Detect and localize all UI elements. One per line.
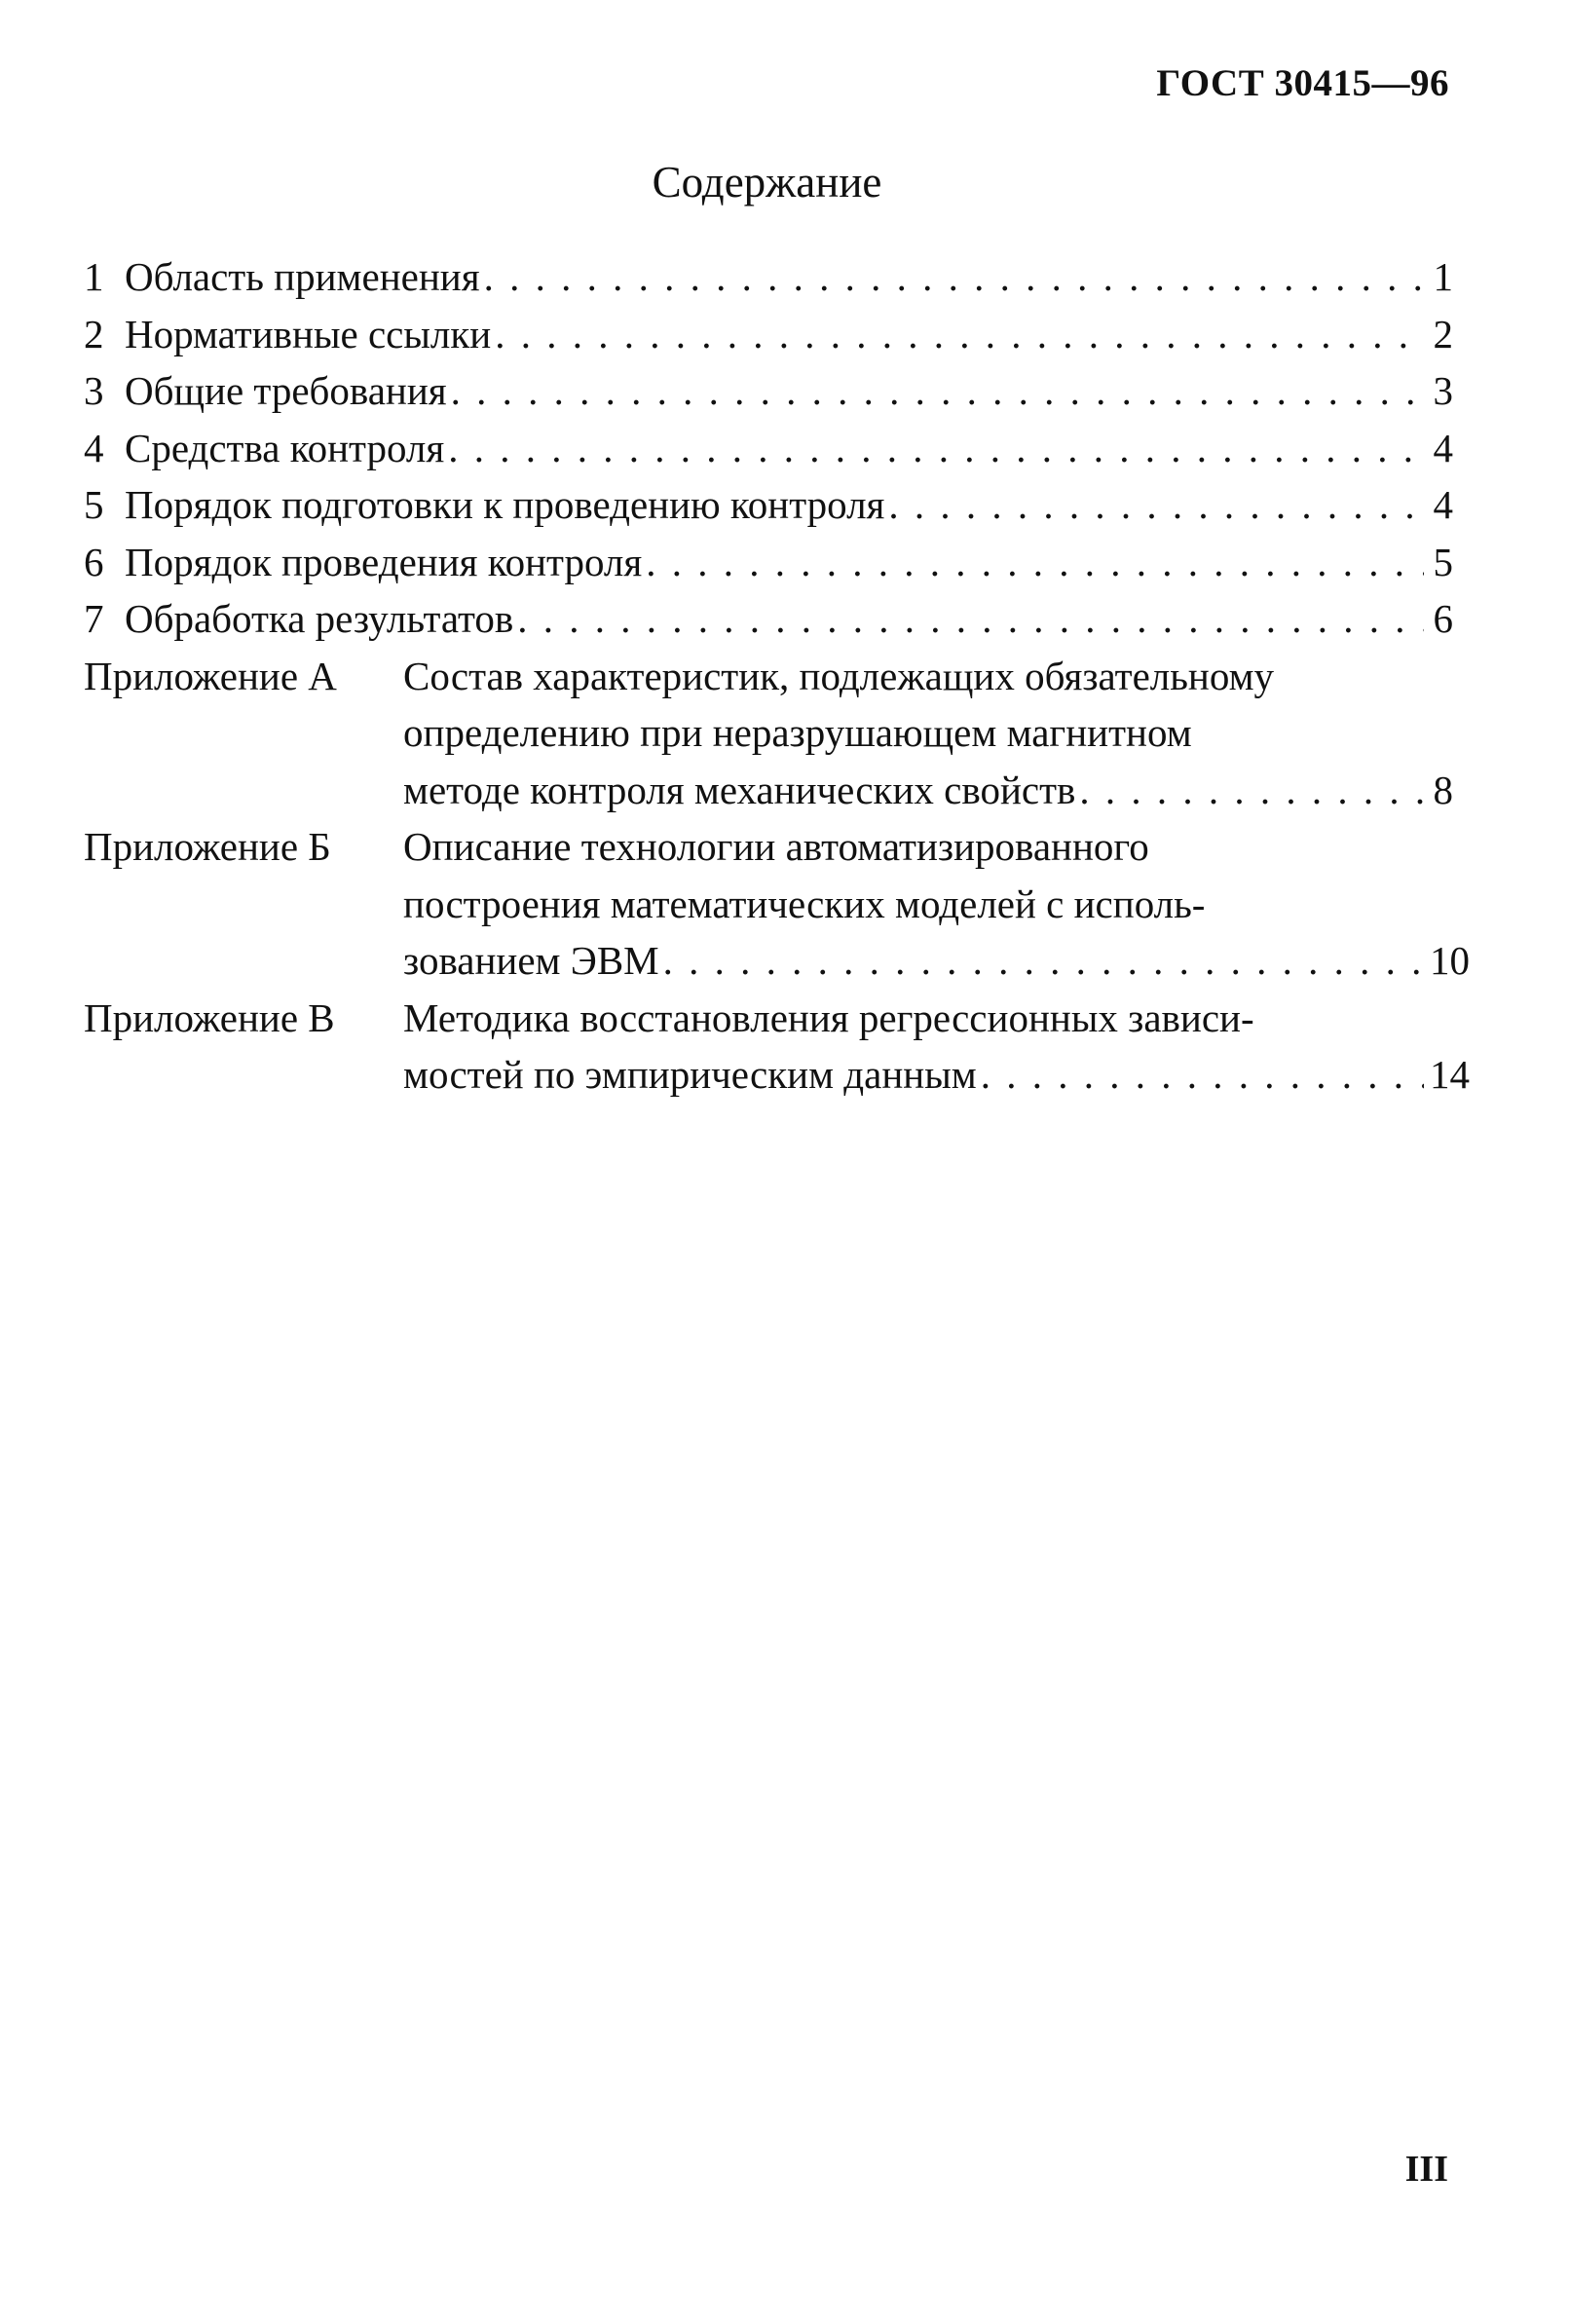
appendix-title-line: Описание технологии автоматизированного — [403, 824, 1149, 869]
leader-dots — [517, 590, 1424, 648]
toc-entry-page: 8 — [1433, 767, 1453, 812]
toc-entry-number: 3 — [84, 368, 104, 413]
toc-entry-4[interactable] — [84, 420, 1453, 477]
toc-entry-title: Область применения — [125, 254, 480, 299]
leader-dots — [451, 362, 1424, 420]
appendix-title-line: мостей по эмпирическим данным — [403, 1052, 977, 1097]
appendix-title-line: Методика восстановления регрессионных зависи- — [403, 994, 1254, 1040]
toc-appendix-a[interactable] — [84, 648, 1453, 819]
toc-appendix-v[interactable] — [84, 990, 1470, 1104]
toc-entry-page: 1 — [1433, 254, 1453, 299]
toc-entry-page: 14 — [1430, 1052, 1470, 1097]
appendix-title-line: определению при неразрушающем магнитном — [403, 710, 1192, 755]
toc-entry-number: 6 — [84, 539, 104, 584]
leader-dots — [663, 932, 1424, 990]
toc-entry-page: 4 — [1433, 425, 1453, 470]
toc-entry-number: 2 — [84, 311, 104, 356]
appendix-label: Приложение Б — [84, 824, 331, 869]
appendix-title-line: зованием ЭВМ — [403, 938, 659, 983]
toc-entry-number: 4 — [84, 425, 104, 470]
toc-entry-1[interactable] — [84, 248, 1453, 306]
appendix-label: Приложение А — [84, 653, 337, 698]
toc-entry-title: Средства контроля — [125, 425, 445, 470]
toc-entry-5[interactable] — [84, 476, 1453, 534]
leader-dots — [981, 1046, 1424, 1104]
leader-dots — [888, 476, 1424, 534]
leader-dots — [1079, 762, 1424, 819]
toc-entry-6[interactable] — [84, 534, 1453, 591]
leader-dots — [448, 420, 1424, 477]
leader-dots — [495, 306, 1424, 363]
toc-appendix-b[interactable] — [84, 818, 1470, 990]
toc-entry-title: Порядок проведения контроля — [125, 539, 643, 584]
toc-entry-7[interactable] — [84, 590, 1453, 648]
toc-entry-title: Нормативные ссылки — [125, 311, 492, 356]
toc-entry-page: 3 — [1433, 368, 1453, 413]
page-number: III — [1404, 2149, 1448, 2190]
toc-entry-title: Обработка результатов — [125, 596, 514, 641]
toc-entry-number: 1 — [84, 254, 104, 299]
table-of-contents — [84, 248, 1470, 1104]
toc-entry-page: 6 — [1433, 596, 1453, 641]
toc-entry-number: 5 — [84, 482, 104, 527]
toc-entry-page: 5 — [1433, 539, 1453, 584]
toc-entry-page: 2 — [1433, 311, 1453, 356]
leader-dots — [484, 248, 1424, 306]
toc-entry-page: 4 — [1433, 482, 1453, 527]
toc-title: Содержание — [652, 158, 882, 206]
appendix-title-line: построения математических моделей с исполь- — [403, 881, 1206, 926]
toc-entry-page: 10 — [1430, 938, 1470, 983]
toc-entry-number: 7 — [84, 596, 104, 641]
toc-entry-title: Общие требования — [125, 368, 447, 413]
toc-entry-title: Порядок подготовки к проведению контроля — [125, 482, 885, 527]
leader-dots — [646, 534, 1424, 591]
toc-entry-2[interactable] — [84, 306, 1453, 363]
appendix-label: Приложение В — [84, 994, 335, 1040]
header-standard-code: ГОСТ 30415—96 — [1156, 62, 1449, 104]
appendix-title-line: методе контроля механических свойств — [403, 767, 1076, 812]
appendix-title-line: Состав характеристик, подлежащих обязательному — [403, 653, 1275, 698]
toc-entry-3[interactable] — [84, 362, 1453, 420]
